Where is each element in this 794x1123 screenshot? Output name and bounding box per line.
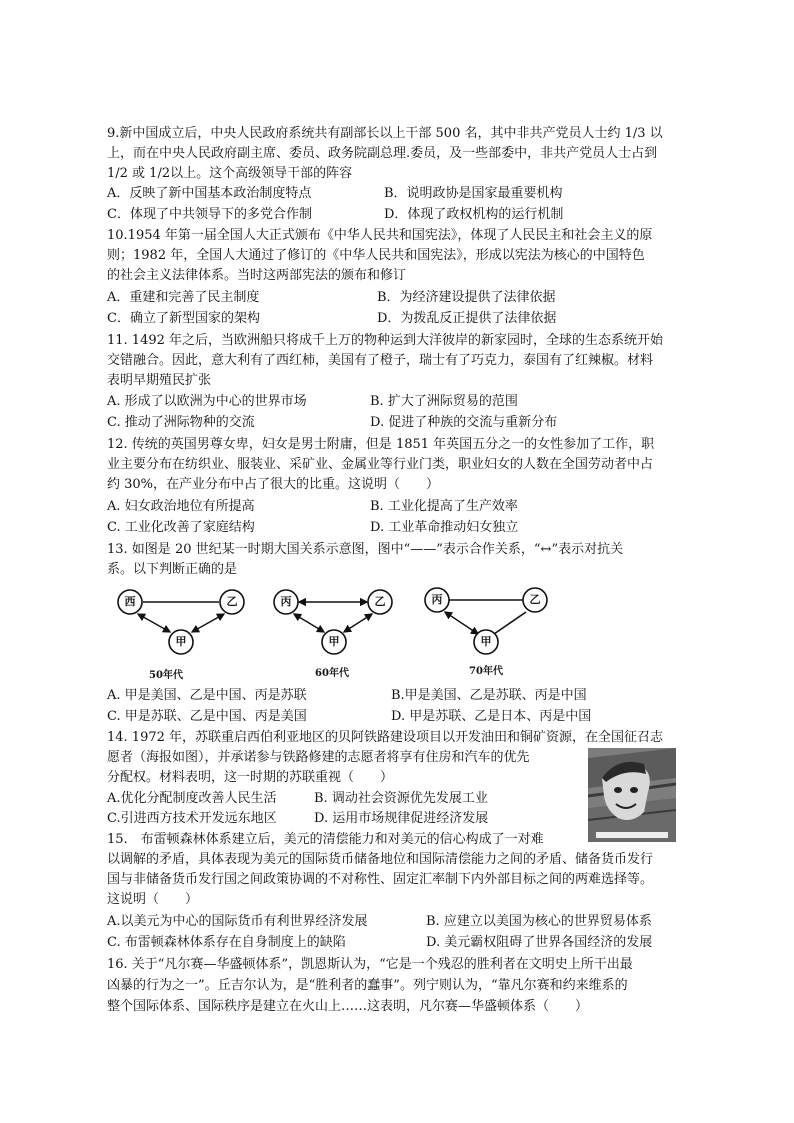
q10-option-a: A．重建和完善了民主制度 <box>107 290 260 305</box>
q15-line-1: 15. 布雷顿森林体系建立后，美元的清偿能力和对美元的信心构成了一对难 <box>107 832 544 847</box>
q9-line-3: 1/2 或 1/2以上。这个高级领导干部的阵容 <box>107 166 353 181</box>
q9-line-1: 9.新中国成立后，中央人民政府系统共有副部长以上干部 500 名，其中非共产党员人士约 1/3 以 <box>107 126 663 141</box>
q11-option-b: B. 扩大了洲际贸易的范围 <box>370 394 518 409</box>
q10-option-d: D．为拨乱反正提供了法律依据 <box>377 311 557 326</box>
q10-line-3: 的社会主义法律体系。当时这两部宪法的颁布和修订 <box>107 268 407 283</box>
q14-option-a: A.优化分配制度改善人民生活 <box>107 791 277 806</box>
diagram-50s-node-bottom: 甲 <box>175 635 187 648</box>
q12-option-c: C. 工业化改善了家庭结构 <box>107 520 255 535</box>
diagram-60s-node-right: 乙 <box>374 595 386 608</box>
q9-option-b: B．说明政协是国家最重要机构 <box>384 186 563 201</box>
relation-diagram-70s <box>420 584 580 684</box>
q11-option-a: A. 形成了以欧洲为中心的世界市场 <box>107 394 307 409</box>
diagram-70s-node-bottom: 甲 <box>480 635 492 648</box>
diagram-60s-node-left: 丙 <box>280 595 292 608</box>
q14-line-3: 分配权。材料表明，这一时期的苏联重视（ ） <box>107 770 394 785</box>
diagram-50s-caption: 50年代 <box>149 670 183 681</box>
q13-option-d: D. 甲是苏联、乙是日本、丙是中国 <box>391 709 592 724</box>
q16-line-1: 16. 关于“凡尔赛—华盛顿体系”，凯恩斯认为，“它是一个残忍的胜利者在文明史上所干出最 <box>107 957 633 972</box>
q15-option-b: B. 应建立以美国为核心的世界贸易体系 <box>426 914 652 929</box>
q11-line-3: 表明早期殖民扩张 <box>107 373 212 388</box>
q12-option-b: B. 工业化提高了生产效率 <box>370 499 518 514</box>
diagram-70s-node-right: 乙 <box>529 593 541 606</box>
q15-option-a: A.以美元为中心的国际货币有利世界经济发展 <box>107 914 368 929</box>
q16-line-3: 整个国际体系、国际秩序是建立在火山上……这表明，凡尔赛—华盛顿体系（ ） <box>107 999 589 1014</box>
q15-line-4: 这说明（ ） <box>107 892 199 907</box>
q11-option-c: C. 推动了洲际物种的交流 <box>107 415 255 430</box>
q12-option-d: D. 工业革命推动妇女独立 <box>370 520 519 535</box>
q12-option-a: A. 妇女政治地位有所提高 <box>107 499 255 514</box>
q11-line-2: 交错融合。因此，意大利有了西红柿，美国有了橙子，瑞士有了巧克力，泰国有了红辣椒。材料 <box>107 353 654 368</box>
q13-option-c: C. 甲是苏联、乙是中国、丙是美国 <box>107 709 307 724</box>
q15-option-c: C. 布雷顿森林体系存在自身制度上的缺陷 <box>107 935 346 950</box>
q14-option-d: D. 运用市场规律促进经济发展 <box>314 811 489 826</box>
relation-diagram-50s <box>110 584 270 684</box>
q12-line-3: 约 30%，在产业分布中占了很大的比重。这说明（ ） <box>107 477 440 492</box>
q9-option-a: A．反映了新中国基本政治制度特点 <box>107 186 312 201</box>
q10-option-c: C．确立了新型国家的架构 <box>107 311 260 326</box>
q12-line-2: 业主要分布在纺织业、服装业、采矿业、金属业等行业门类，职业妇女的人数在全国劳动者中占 <box>107 457 654 472</box>
q13-option-a: A. 甲是美国、乙是中国、丙是苏联 <box>107 688 307 703</box>
diagram-60s-node-bottom: 甲 <box>328 635 340 648</box>
diagram-60s-caption: 60年代 <box>315 668 349 679</box>
volunteer-poster-icon <box>588 748 676 842</box>
q13-option-b: B.甲是美国、乙是苏联、丙是中国 <box>391 688 587 703</box>
q14-line-1: 14. 1972 年，苏联重启西伯利亚地区的贝阿铁路建设项目以开发油田和铜矿资源，在全国征召志 <box>107 730 664 745</box>
q15-option-d: D. 美元霸权阻碍了世界各国经济的发展 <box>426 935 653 950</box>
q9-option-c: C．体现了中共领导下的多党合作制 <box>107 207 312 222</box>
q10-line-2: 则；1982 年，全国人大通过了修订的《中华人民共和国宪法》，形成以宪法为核心的中国特色 <box>107 248 645 263</box>
q10-line-1: 10.1954 年第一届全国人大正式颁布《中华人民共和国宪法》，体现了人民民主和社会主义的原 <box>107 228 653 243</box>
q12-line-1: 12. 传统的英国男尊女卑，妇女是男士附庸，但是 1851 年英国五分之一的女性参加了工作，职 <box>107 437 655 452</box>
q14-line-2: 愿者（海报如图），并承诺参与铁路修建的志愿者将享有住房和汽车的优先 <box>107 750 530 765</box>
q15-line-2: 以调解的矛盾，具体表现为美元的国际货币储备地位和国际清偿能力之间的矛盾、储备货币发行 <box>107 852 654 867</box>
q16-line-2: 凶暴的行为之一”。丘吉尔认为，是“胜利者的蠢事”。列宁则认为，“靠凡尔赛和约来维系的 <box>107 978 628 993</box>
diagram-70s-caption: 70年代 <box>469 666 503 677</box>
diagram-50s-node-right: 乙 <box>226 595 238 608</box>
diagram-50s-node-left: 西 <box>124 595 136 608</box>
relation-diagram-60s <box>266 584 426 684</box>
q14-option-b: B. 调动社会资源优先发展工业 <box>314 791 488 806</box>
q11-line-1: 11. 1492 年之后，当欧洲船只将成千上万的物种运到大洋彼岸的新家园时，全球的生态系统开始 <box>107 333 664 348</box>
q13-line-1: 13. 如图是 20 世纪某一时期大国关系示意图，图中“——”表示合作关系，“↔”表示对抗关 <box>107 542 624 557</box>
q9-line-2: 上，而在中央人民政府副主席、委员、政务院副总理.委员，及一些部委中，非共产党员人士占到 <box>107 146 658 161</box>
q10-option-b: B．为经济建设提供了法律依据 <box>377 290 556 305</box>
q11-option-d: D. 促进了种族的交流与重新分布 <box>370 415 558 430</box>
diagram-70s-node-left: 丙 <box>431 593 443 606</box>
q14-option-c: C.引进西方技术开发远东地区 <box>107 811 277 826</box>
q15-line-3: 国与非储备货币发行国之间政策协调的不对称性、固定汇率制下内外部目标之间的两难选择等。 <box>107 872 654 887</box>
q9-option-d: D．体现了政权机构的运行机制 <box>384 207 564 222</box>
q13-line-2: 系。以下判断正确的是 <box>107 562 238 577</box>
